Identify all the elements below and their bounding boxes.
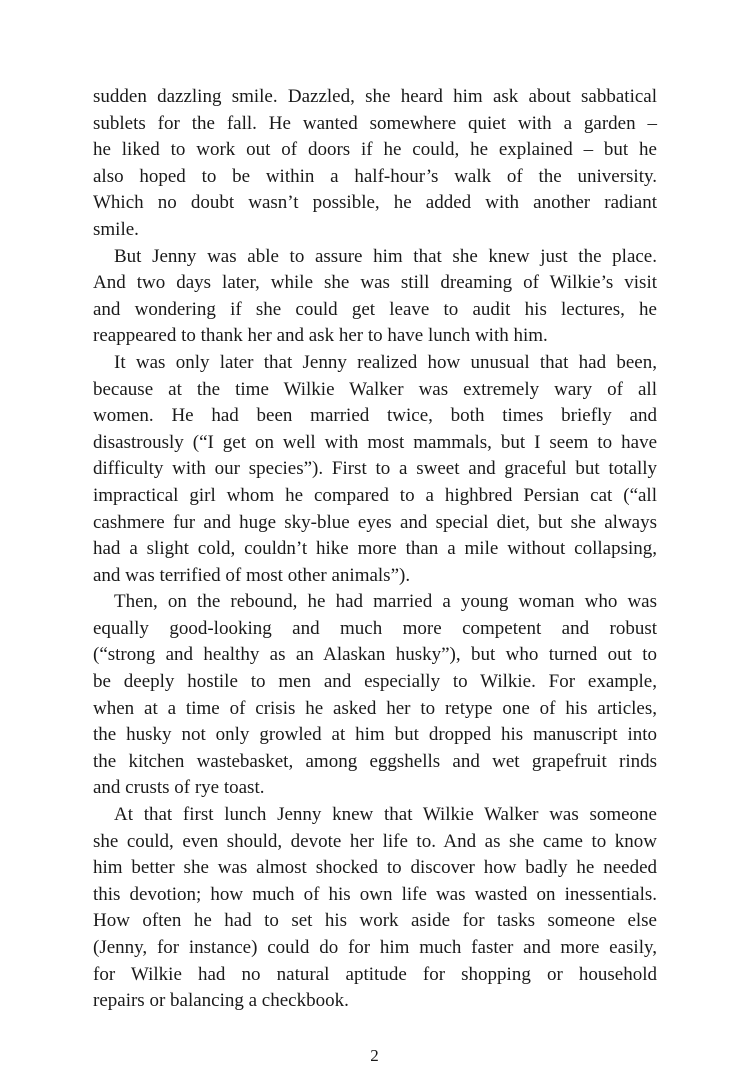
text-line: reappeared to thank her and ask her to have lunch with him. <box>93 325 548 347</box>
text-line: (Jenny, for instance) could do for him much faster and more easily, <box>93 937 657 958</box>
text-line: At that first lunch Jenny knew that Wilkie Walker was someone <box>114 804 657 826</box>
text-line: had a slight cold, couldn’t hike more than a mile without collapsing, <box>93 538 657 560</box>
text-line: and was terrified of most other animals”). <box>93 564 411 586</box>
text-line: he liked to work out of doors if he could, he explained – but he <box>93 139 657 161</box>
text-line: impractical girl whom he compared to a highbred Persian cat (“all <box>93 484 657 506</box>
text-line: cashmere fur and huge sky-blue eyes and special diet, but she always <box>93 511 657 533</box>
body-text <box>93 84 657 1015</box>
text-line: when at a time of crisis he asked her to retype one of his articles, <box>93 697 657 719</box>
text-line: and wondering if she could get leave to audit his lectures, he <box>93 298 657 320</box>
text-line: because at the time Wilkie Walker was extremely wary of all <box>93 378 657 400</box>
page-number: 2 <box>370 1046 379 1065</box>
text-line: How often he had to set his work aside for tasks someone else <box>93 910 657 932</box>
paragraph <box>93 589 657 802</box>
text-line: sudden dazzling smile. Dazzled, she heard him ask about sabbatical <box>93 86 657 107</box>
text-line: repairs or balancing a checkbook. <box>93 990 349 1012</box>
text-line: the husky not only growled at him but dropped his manuscript into <box>93 724 657 746</box>
text-line: she could, even should, devote her life to. And as she came to know <box>93 830 657 852</box>
text-line: him better she was almost shocked to discover how badly he needed <box>93 857 657 879</box>
text-line: equally good-looking and much more competent and robust <box>93 617 657 639</box>
text-line: sublets for the fall. He wanted somewhere quiet with a garden – <box>93 112 657 134</box>
text-line: But Jenny was able to assure him that she knew just the place. <box>114 245 657 267</box>
text-line: be deeply hostile to men and especially to Wilkie. For example, <box>93 671 657 693</box>
text-line: smile. <box>93 218 139 240</box>
text-line: It was only later that Jenny realized how unusual that had been, <box>114 351 657 373</box>
paragraph <box>93 350 657 589</box>
paragraph <box>93 244 657 350</box>
text-line: this devotion; how much of his own life was wasted on inessentials. <box>93 883 657 905</box>
text-line: (“strong and healthy as an Alaskan husky”), but who turned out to <box>93 644 657 666</box>
text-line: And two days later, while she was still dreaming of Wilkie’s visit <box>93 272 657 294</box>
text-line: women. He had been married twice, both times briefly and <box>93 405 657 427</box>
text-line: disastrously (“I get on well with most mammals, but I seem to have <box>93 431 657 453</box>
text-line: for Wilkie had no natural aptitude for shopping or household <box>93 963 657 985</box>
text-line: Then, on the rebound, he had married a young woman who was <box>114 591 657 613</box>
text-line: difficulty with our species”). First to a sweet and graceful but totally <box>93 458 657 480</box>
text-line: Which no doubt wasn’t possible, he added with another radiant <box>93 192 657 214</box>
text-line: and crusts of rye toast. <box>93 777 265 799</box>
text-line: the kitchen wastebasket, among eggshells and wet grapefruit rinds <box>93 750 657 772</box>
text-line: also hoped to be within a half-hour’s walk of the university. <box>93 165 657 187</box>
paragraph <box>93 802 657 1015</box>
paragraph <box>93 84 657 244</box>
